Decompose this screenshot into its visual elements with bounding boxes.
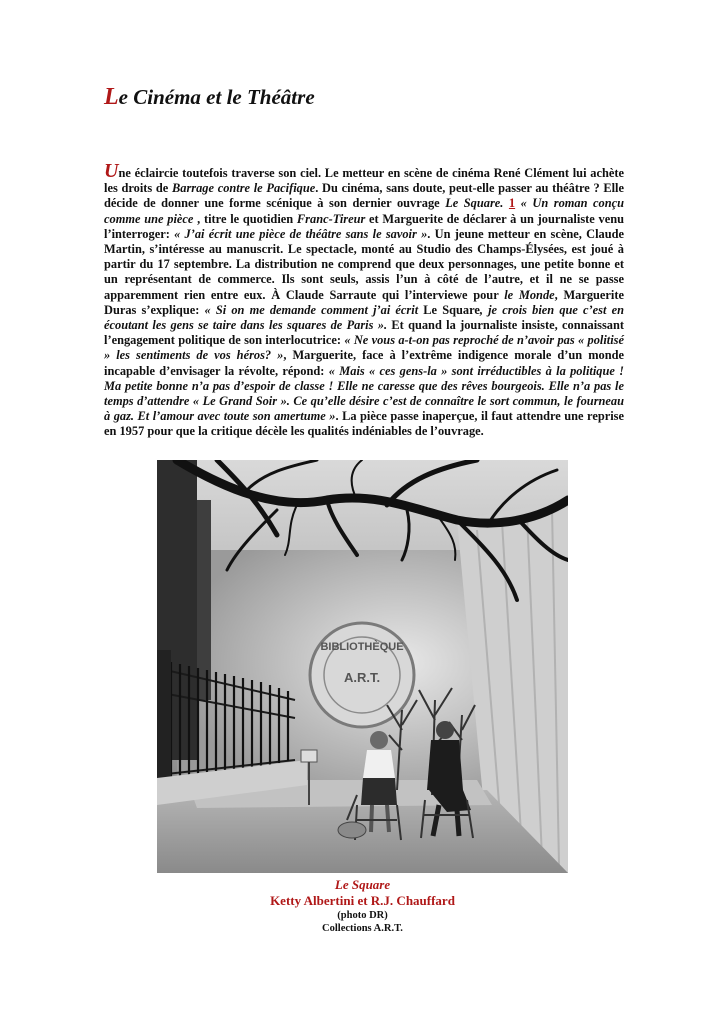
- sign-text-top: BIBLIOTHÈQUE: [320, 641, 404, 653]
- text-run: ne éclaircie toutefois traverse son ciel. Le metteur en scène de cinéma René Clément lui achète les droits de: [104, 166, 624, 196]
- caption-credit: (photo DR): [337, 910, 388, 921]
- quote: « Si on me demande comment j’ai écrit: [204, 302, 419, 317]
- footnote-link[interactable]: 1: [508, 196, 516, 211]
- text-run: , Marguerite, face à l’extrême indigence morale d’un monde incapable d’envisager la révolte, répond:: [104, 348, 624, 378]
- quote: « J’ai écrit une pièce de théâtre sans le savoir »: [174, 226, 428, 241]
- text-run: Le Square: [418, 302, 480, 317]
- page-title: [104, 84, 315, 111]
- book-title: Barrage contre le Pacifique: [172, 181, 316, 196]
- quote: « Un roman conçu comme une pièce: [104, 196, 624, 226]
- text-run: . Un jeune metteur en scène, Claude Martin, s’intéresse au manuscrit. Le spectacle, monté au Studio des Champs-Élysées, est joué à partir du 17 septembre. La distribution ne comprend que deux personnages, une petite bonne et un représentant de commerce. Ils sont seuls, assis l’un à côté de l’autre, et il ne se passe apparemment rien entre eux. À Claude Sarraute qui l’interviewe pour: [104, 226, 624, 302]
- text-run: . Du cinéma, sans doute, peut-elle passer au théâtre ? Elle décide de donner une forme scénique à son dernier ouvrage: [104, 181, 624, 211]
- text-run: et Marguerite de déclarer à un journaliste venu l’interroger:: [104, 211, 624, 241]
- quote: « Mais « ces gens-la » sont irréductibles à la politique ! Ma petite bonne n’a pas d’espoir de classe ! Elle ne caresse que des rêves bourgeois. Elle n’a pas le temps d’attendre « Le Grand Soir ». Ce qu’elle désire c’est de connaître le sort commun, le fourneau à gaz. Et l’amour avec toute son amertume »: [104, 363, 624, 424]
- quote: , je crois bien que c’est en écoutant les gens se taire dans les squares de Paris ».: [104, 302, 624, 333]
- drop-initial: U: [104, 160, 119, 182]
- quote: « Ne vous a-t-on pas reproché de n’avoir pas « politisé » les sentiments de vos héros? »: [104, 333, 624, 363]
- title-initial: L: [104, 84, 119, 110]
- sign-text-center: A.R.T.: [343, 670, 381, 685]
- title-text: e Cinéma et le Théâtre: [118, 85, 315, 109]
- photo-caption: [157, 877, 568, 935]
- article-paragraph: [104, 160, 624, 440]
- text-run: Et quand la journaliste insiste, connaissant l’engagement politique de son interlocutrice:: [104, 318, 624, 348]
- caption-names: Ketty Albertini et R.J. Chauffard: [270, 893, 455, 908]
- caption-title: Le Square: [334, 877, 391, 892]
- text-run: , Marguerite Duras s’explique:: [104, 287, 624, 317]
- newspaper-title: le Monde: [504, 287, 555, 302]
- stage-photo: [157, 460, 568, 873]
- text-run: . La pièce passe inaperçue, il faut attendre une reprise en 1957 pour que la critique décèle les qualités indéniables de l’ouvrage.: [104, 409, 624, 439]
- book-title: Le Square.: [445, 196, 504, 211]
- caption-collection: Collections A.R.T.: [322, 923, 403, 934]
- newspaper-title: Franc-Tireur: [296, 211, 366, 226]
- text-run: , titre le quotidien: [193, 211, 297, 226]
